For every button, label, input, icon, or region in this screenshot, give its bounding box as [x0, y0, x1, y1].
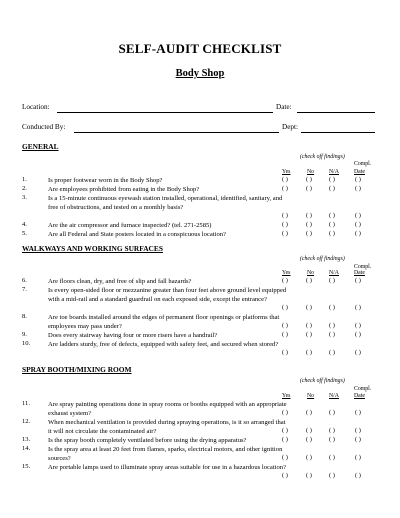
no-checkbox[interactable]: ( ) [306, 230, 312, 237]
col-header-date: Date [354, 393, 365, 399]
check-off-findings-label: (check off findings) [300, 154, 345, 160]
col-header-no: No [307, 393, 315, 399]
compl-date-checkbox[interactable]: ( ) [355, 221, 361, 228]
item-question: Does every stairway having four or more risers have a handrail? [48, 332, 218, 339]
item-number: 6. [22, 277, 27, 284]
item-question: Are floors clean, dry, and free of slip and fall hazards? [48, 278, 192, 285]
item-number: 3. [22, 194, 27, 201]
na-checkbox[interactable]: ( ) [329, 331, 335, 338]
yes-checkbox[interactable]: ( ) [282, 427, 288, 435]
compl-date-checkbox[interactable]: ( ) [355, 331, 361, 338]
date-label: Date: [276, 103, 292, 111]
item-question: Are portable lamps used to illuminate spray areas suitable for use in a hazardous location? [48, 464, 287, 471]
no-checkbox[interactable]: ( ) [306, 331, 312, 338]
item-number: 13. [22, 436, 31, 443]
conducted-by-field[interactable] [74, 132, 279, 133]
compl-header: Compl. [354, 161, 372, 167]
compl-date-checkbox[interactable]: ( ) [355, 185, 361, 192]
na-checkbox[interactable]: ( ) [329, 472, 335, 480]
na-checkbox[interactable]: ( ) [329, 409, 335, 417]
no-checkbox[interactable]: ( ) [306, 277, 312, 284]
dept-label: Dept: [282, 123, 298, 131]
col-header-date: Date [354, 270, 365, 276]
compl-date-checkbox[interactable]: ( ) [355, 472, 361, 480]
yes-checkbox[interactable]: ( ) [282, 221, 288, 228]
yes-checkbox[interactable]: ( ) [282, 349, 288, 357]
no-checkbox[interactable]: ( ) [306, 436, 312, 443]
compl-date-checkbox[interactable]: ( ) [355, 212, 361, 220]
compl-date-checkbox[interactable]: ( ) [355, 322, 361, 330]
no-checkbox[interactable]: ( ) [306, 185, 312, 192]
yes-checkbox[interactable]: ( ) [282, 230, 288, 237]
location-field[interactable] [57, 112, 273, 113]
na-checkbox[interactable]: ( ) [329, 304, 335, 312]
item-number: 7. [22, 286, 27, 293]
item-number: 8. [22, 313, 27, 320]
item-question: Are all Federal and State posters located in a conspicuous location? [48, 231, 226, 238]
yes-checkbox[interactable]: ( ) [282, 409, 288, 417]
na-checkbox[interactable]: ( ) [329, 454, 335, 462]
item-number: 11. [22, 400, 30, 407]
compl-header: Compl. [354, 264, 372, 270]
compl-date-checkbox[interactable]: ( ) [355, 409, 361, 417]
yes-checkbox[interactable]: ( ) [282, 322, 288, 330]
na-checkbox[interactable]: ( ) [329, 230, 335, 237]
na-checkbox[interactable]: ( ) [329, 277, 335, 284]
na-checkbox[interactable]: ( ) [329, 221, 335, 228]
na-checkbox[interactable]: ( ) [329, 436, 335, 443]
item-number: 1. [22, 176, 27, 183]
compl-date-checkbox[interactable]: ( ) [355, 176, 361, 183]
item-number: 15. [22, 463, 31, 470]
no-checkbox[interactable]: ( ) [306, 221, 312, 228]
yes-checkbox[interactable]: ( ) [282, 185, 288, 192]
compl-date-checkbox[interactable]: ( ) [355, 436, 361, 443]
col-header-no: No [307, 270, 315, 276]
no-checkbox[interactable]: ( ) [306, 409, 312, 417]
item-question: Is the spray booth completely ventilated before using the drying apparatus? [48, 437, 247, 444]
no-checkbox[interactable]: ( ) [306, 176, 312, 183]
col-header-na: N/A [329, 169, 339, 175]
item-question: Is proper footwear worn in the Body Shop? [48, 177, 163, 184]
item-question: Are spray painting operations done in spray rooms or booths equipped with an appropriate exhaust system? [48, 401, 287, 418]
na-checkbox[interactable]: ( ) [329, 349, 335, 357]
section-heading: WALKWAYS AND WORKING SURFACES [22, 244, 163, 253]
date-field[interactable] [297, 112, 375, 113]
na-checkbox[interactable]: ( ) [329, 176, 335, 183]
col-header-yes: Yes [282, 270, 291, 276]
na-checkbox[interactable]: ( ) [329, 212, 335, 220]
yes-checkbox[interactable]: ( ) [282, 176, 288, 183]
na-checkbox[interactable]: ( ) [329, 185, 335, 192]
check-off-findings-label: (check off findings) [300, 378, 345, 384]
item-question: Are toe boards installed around the edges of permanent floor openings or platforms that employees may pass under? [48, 314, 280, 331]
item-number: 2. [22, 185, 27, 192]
dept-field[interactable] [301, 132, 375, 133]
section-heading: SPRAY BOOTH/MIXING ROOM [22, 365, 132, 374]
compl-date-checkbox[interactable]: ( ) [355, 277, 361, 284]
section-heading: GENERAL [22, 142, 59, 151]
item-question: When mechanical ventilation is provided during spraying operations, is it so arranged that it will not circulate the contaminated air? [48, 419, 286, 436]
yes-checkbox[interactable]: ( ) [282, 331, 288, 338]
location-label: Location: [22, 103, 50, 111]
item-question: Is the spray area at least 20 feet from flames, sparks, electrical motors, and other ignition sources? [48, 446, 283, 463]
no-checkbox[interactable]: ( ) [306, 454, 312, 462]
compl-date-checkbox[interactable]: ( ) [355, 349, 361, 357]
item-number: 12. [22, 418, 31, 425]
compl-header: Compl. [354, 386, 372, 392]
item-number: 14. [22, 445, 31, 452]
no-checkbox[interactable]: ( ) [306, 212, 312, 220]
yes-checkbox[interactable]: ( ) [282, 454, 288, 462]
col-header-na: N/A [329, 270, 339, 276]
item-question: Is a 15-minute continuous eyewash station installed, operational, identified, sanitary, and free of obstructions, and tested on a monthly basis? [48, 195, 283, 212]
conducted-by-label: Conducted By: [22, 123, 66, 131]
item-question: Are ladders sturdy, free of defects, equipped with safety feet, and secured when stored? [48, 341, 279, 348]
na-checkbox[interactable]: ( ) [329, 322, 335, 330]
item-question: Are employees prohibited from eating in the Body Shop? [48, 186, 200, 193]
no-checkbox[interactable]: ( ) [306, 322, 312, 330]
check-off-findings-label: (check off findings) [300, 256, 345, 262]
page-subtitle: Body Shop [175, 68, 225, 79]
col-header-date: Date [354, 169, 365, 175]
compl-date-checkbox[interactable]: ( ) [355, 454, 361, 462]
col-header-na: N/A [329, 393, 339, 399]
item-number: 5. [22, 230, 27, 237]
no-checkbox[interactable]: ( ) [306, 349, 312, 357]
na-checkbox[interactable]: ( ) [329, 427, 335, 435]
col-header-yes: Yes [282, 169, 291, 175]
item-number: 4. [22, 221, 27, 228]
col-header-no: No [307, 169, 315, 175]
yes-checkbox[interactable]: ( ) [282, 277, 288, 284]
item-question: Is every open-sided floor or mezzanine greater than four feet above ground level equipped with a mid-rail and a standard guardrail on each exposed side, except the entrance? [48, 287, 287, 304]
item-number: 9. [22, 331, 27, 338]
no-checkbox[interactable]: ( ) [306, 472, 312, 480]
no-checkbox[interactable]: ( ) [306, 304, 312, 312]
compl-date-checkbox[interactable]: ( ) [355, 230, 361, 237]
no-checkbox[interactable]: ( ) [306, 427, 312, 435]
yes-checkbox[interactable]: ( ) [282, 472, 288, 480]
yes-checkbox[interactable]: ( ) [282, 212, 288, 220]
yes-checkbox[interactable]: ( ) [282, 436, 288, 443]
item-question: Are the air compressor and furnace inspected? (tel. 271-2585) [48, 222, 212, 229]
yes-checkbox[interactable]: ( ) [282, 304, 288, 312]
item-number: 10. [22, 340, 31, 347]
compl-date-checkbox[interactable]: ( ) [355, 304, 361, 312]
col-header-yes: Yes [282, 393, 291, 399]
compl-date-checkbox[interactable]: ( ) [355, 427, 361, 435]
page-title: SELF-AUDIT CHECKLIST [118, 41, 282, 56]
